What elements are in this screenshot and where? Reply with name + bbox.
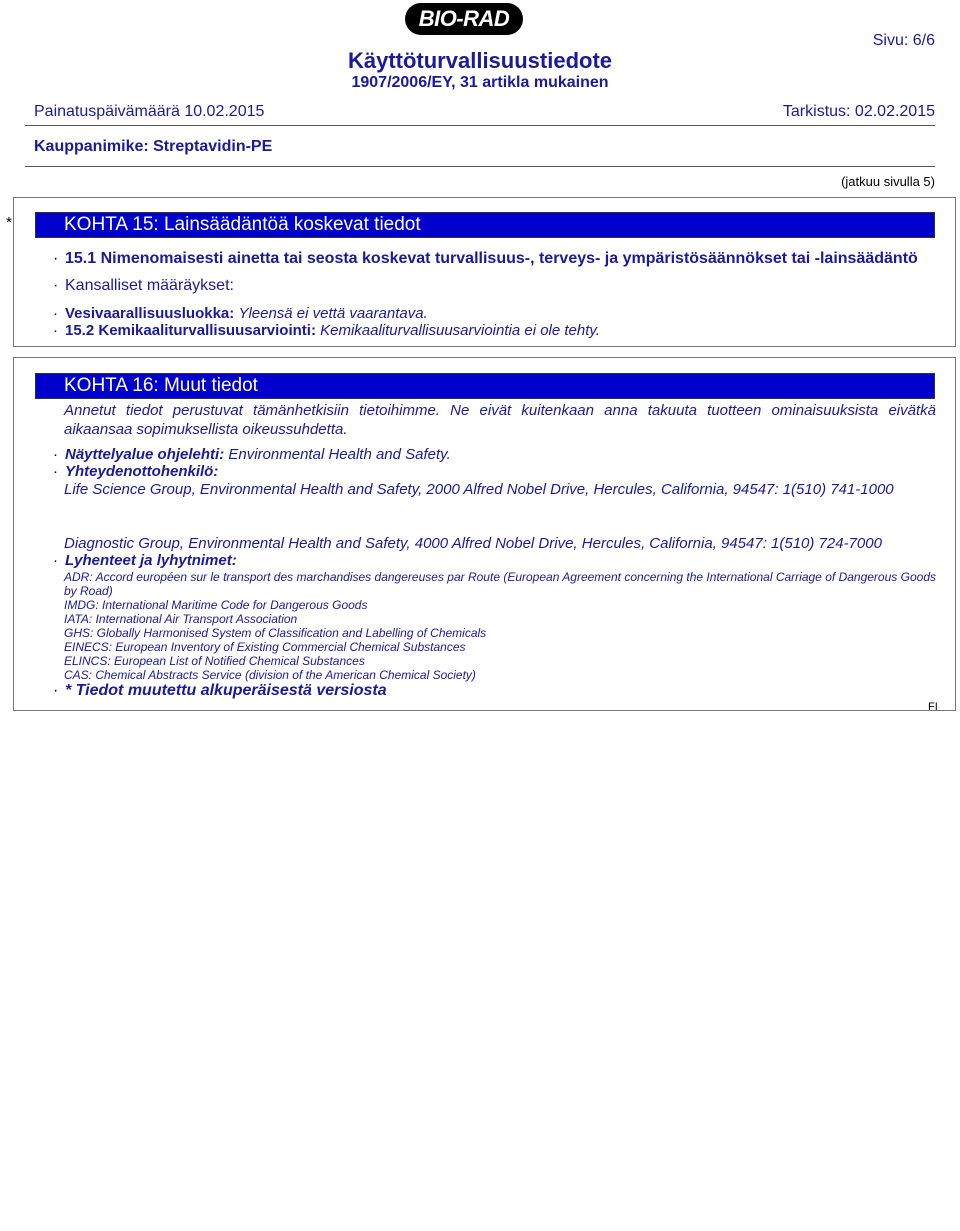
abbr-cas: CAS: Chemical Abstracts Service (division of the American Chemical Society) (64, 668, 476, 682)
section-15-1: · 15.1 Nimenomaisesti ainetta tai seosta koskevat turvallisuus-, terveys- ja ympäristösäännökset tai -lainsäädäntö (53, 250, 918, 267)
water-hazard-class: · Vesivaarallisuusluokka: Yleensä ei vettä vaarantava. (53, 305, 428, 322)
abbr-iata: IATA: International Air Transport Association (64, 612, 298, 626)
disclaimer-text: Annetut tiedot perustuvat tämänhetkisiin tietoihimme. Ne eivät kuitenkaan anna takuuta tuotteen ominaisuuksista eivätkä aikaansaa sopimuksellista oikeussuhdetta. (64, 402, 936, 438)
national-regulations: · Kansalliset määräykset: (53, 277, 234, 294)
department-issuing: · Näyttelyalue ohjelehti: Environmental Health and Safety. (53, 446, 451, 463)
contact-life-science: Life Science Group, Environmental Health and Safety, 2000 Alfred Nobel Drive, Hercules, California, 94547: 1(510) 741-1000 (64, 481, 894, 498)
document-title: Käyttöturvallisuustiedote (347, 48, 613, 73)
document-subtitle: 1907/2006/EY, 31 artikla mukainen (351, 74, 609, 91)
bio-rad-logo: BIO-RAD (405, 3, 523, 35)
contact-label: · Yhteydenottohenkilö: (53, 463, 219, 480)
abbreviations-label: · Lyhenteet ja lyhytnimet: (53, 552, 237, 569)
section-15-2: · 15.2 Kemikaaliturvallisuusarviointi: Kemikaaliturvallisuusarviointia ei ole tehty. (53, 322, 600, 339)
changed-marker: * (6, 214, 12, 231)
language-code: FI (928, 701, 938, 713)
section-15-heading: KOHTA 15: Lainsäädäntöä koskevat tiedot (35, 212, 935, 238)
trade-name: Kauppanimike: Streptavidin-PE (34, 138, 273, 155)
abbr-einecs: EINECS: European Inventory of Existing Commercial Chemical Substances (64, 640, 466, 654)
changed-note: · * Tiedot muutettu alkuperäisestä versiosta (53, 682, 387, 699)
print-date: Painatuspäivämäärä 10.02.2015 (34, 103, 265, 120)
page-number: Sivu: 6/6 (872, 32, 935, 49)
revision-date: Tarkistus: 02.02.2015 (782, 103, 935, 120)
continued-note: (jatkuu sivulla 5) (841, 174, 935, 189)
abbr-adr: ADR: Accord européen sur le transport des marchandises dangereuses par Route (European Agreement concerning the International Carriage of Dangerous Goods by Road) (64, 570, 936, 598)
abbr-elincs: ELINCS: European List of Notified Chemical Substances (64, 654, 365, 668)
header-divider-bottom (25, 166, 935, 167)
abbr-imdg: IMDG: International Maritime Code for Dangerous Goods (64, 598, 368, 612)
section-16-heading: KOHTA 16: Muut tiedot (35, 373, 935, 399)
header-divider (25, 125, 935, 126)
contact-diagnostic: Diagnostic Group, Environmental Health and Safety, 4000 Alfred Nobel Drive, Hercules, California, 94547: 1(510) 724-7000 (64, 535, 882, 552)
abbr-ghs: GHS: Globally Harmonised System of Classification and Labelling of Chemicals (64, 626, 487, 640)
